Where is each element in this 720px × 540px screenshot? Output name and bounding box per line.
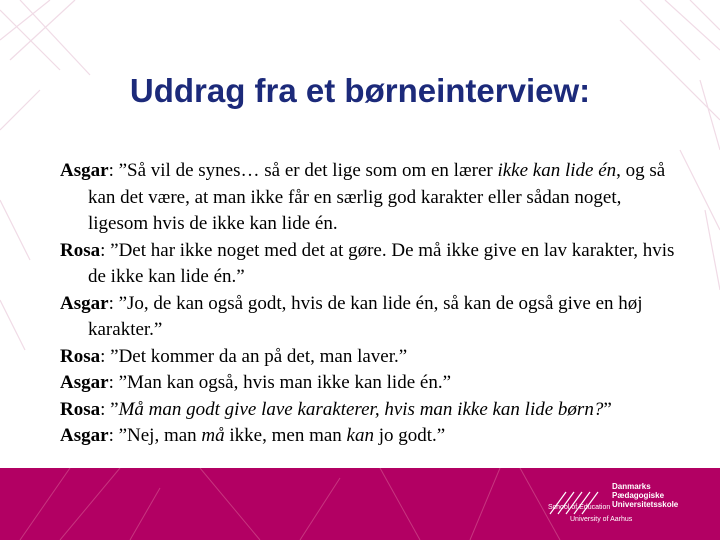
logo-university-label: University of Aarhus — [570, 516, 633, 523]
logo-school-label: School of Education — [548, 504, 611, 511]
speaker-colon: : — [100, 345, 106, 367]
university-logo — [540, 480, 700, 528]
logo-wordmark — [612, 482, 678, 509]
logo-emblem-icon — [548, 486, 611, 516]
utterance-text: ikke, men man — [224, 425, 347, 446]
speaker-colon: : — [108, 160, 114, 181]
dialogue-turn — [60, 238, 680, 291]
speaker-colon: : — [100, 239, 106, 261]
speaker-name: Asgar — [60, 372, 109, 393]
dialogue-turn — [60, 370, 680, 397]
speaker-colon: : — [108, 372, 114, 393]
dialogue-turn — [60, 397, 680, 424]
slide-title: Uddrag fra et børneinterview: — [129, 72, 591, 109]
dialogue-turn — [60, 344, 680, 371]
speaker-name: Rosa — [60, 345, 101, 367]
utterance-text: ” — [603, 398, 612, 420]
logo-line-1: Danmarks — [612, 482, 651, 491]
dialogue-turn — [60, 423, 680, 450]
utterance-text: ”Så vil de synes… så er det lige som om en lærer — [113, 160, 498, 181]
dialogue-turn — [60, 291, 680, 344]
emphasized-text: må — [201, 425, 225, 446]
speaker-name: Asgar — [60, 292, 109, 314]
emphasized-text: Må man godt give lave karakterer, hvis man ikke kan lide børn? — [118, 398, 604, 420]
speaker-name: Rosa — [60, 239, 101, 261]
utterance-text: ”Man kan også, hvis man ikke kan lide én.” — [113, 372, 452, 393]
utterance-text: ”Det kommer da an på det, man laver.” — [105, 345, 408, 367]
utterance-text: ”Nej, man — [113, 425, 202, 446]
speaker-name: Asgar — [60, 160, 109, 181]
speaker-colon: : — [108, 425, 114, 446]
utterance-text: ” — [105, 398, 119, 420]
speaker-colon: : — [100, 398, 106, 420]
utterance-text: , og så kan det være, at man ikke får en særlig god karakter eller sådan noget, ligesom hvis de ikke kan lide én. — [88, 160, 666, 234]
interview-excerpt — [60, 158, 680, 450]
utterance-text: ”Det har ikke noget med det at gøre. De må ikke give en lav karakter, hvis de ikke kan lide én.” — [88, 239, 675, 287]
speaker-name: Rosa — [60, 398, 101, 420]
emphasized-text: ikke kan lide én — [497, 160, 617, 181]
speaker-name: Asgar — [60, 425, 109, 446]
utterance-text: jo godt.” — [373, 425, 446, 446]
utterance-text: ”Jo, de kan også godt, hvis de kan lide én, så kan de også give en høj karakter.” — [88, 292, 643, 340]
logo-line-3: Universitetsskole — [612, 500, 679, 509]
logo-line-2: Pædagogiske — [612, 491, 665, 500]
dialogue-turn — [60, 158, 680, 238]
emphasized-text: kan — [346, 425, 374, 446]
speaker-colon: : — [108, 292, 114, 314]
